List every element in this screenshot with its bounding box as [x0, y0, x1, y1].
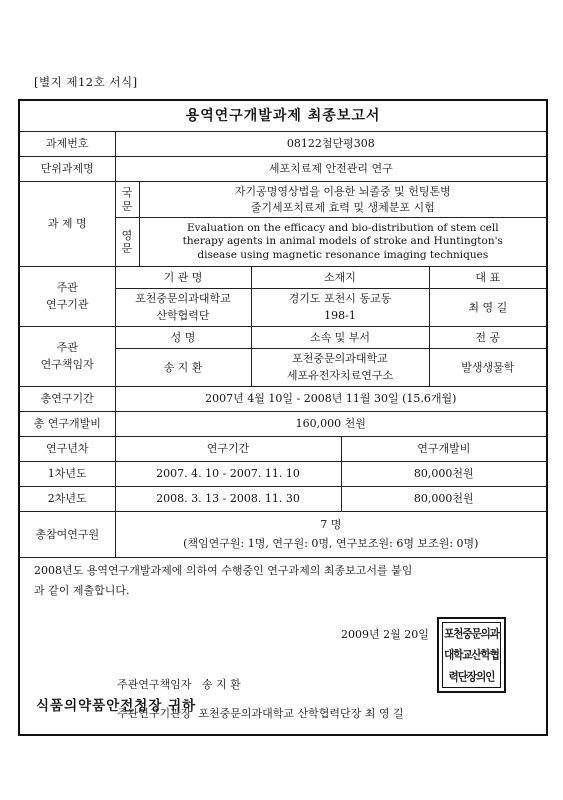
seal-line: 포천중문의과 [444, 627, 499, 641]
participants-total: 7 명 [320, 517, 342, 531]
institution-location [251, 289, 429, 327]
report-title: 용역연구개발과제 최종보고서 [19, 100, 547, 132]
researcher-affiliation [251, 349, 429, 387]
researcher-affiliation-line: 세포유전자치료연구소 [286, 368, 394, 382]
institution-head-signature-line: 주관연구기관장 포천중문의과대학교 산학협력단장 최 영 길 [117, 707, 404, 720]
institution-rep: 최 영 길 [429, 289, 547, 327]
researcher-specialty: 발생생물학 [429, 349, 547, 387]
english-title-line: therapy agents in animal models of stroke and Huntington's [182, 235, 503, 248]
yearly-period-header: 연구기간 [115, 437, 341, 462]
form-label: [별지 제12호 서식] [34, 75, 138, 89]
lead-researcher-label-line: 연구책임자 [40, 357, 94, 371]
institution-rep-header: 대 표 [429, 267, 547, 289]
project-number-label: 과제번호 [19, 132, 115, 157]
korean-title-line: 자기공명영상법을 이용한 뇌졸중 및 헌팅톤병 [234, 184, 451, 198]
lead-researcher-label [19, 327, 115, 387]
submission-date: 2009년 2월 20일 [341, 628, 429, 641]
statement-line: 2008년도 용역연구개발과제에 의하여 수행중인 연구과제의 최종보고서를 붙임 [34, 564, 413, 577]
lead-institution-label [19, 267, 115, 327]
total-period-value: 2007년 4월 10일 - 2008년 11월 30일 (15.6개월) [115, 387, 547, 412]
institution-name-header: 기 관 명 [115, 267, 251, 289]
researcher-specialty-header: 전 공 [429, 327, 547, 349]
korean-title [139, 182, 547, 218]
english-title-label: 영문 [115, 218, 139, 267]
yearly-period: 2007. 4. 10 - 2007. 11. 10 [115, 462, 341, 487]
institution-location-header: 소재지 [251, 267, 429, 289]
seal-line: 대학교산학협 [444, 648, 499, 663]
english-title-line: Evaluation on the efficacy and bio-distribution of stem cell [186, 222, 499, 235]
korean-title-line: 줄기세포치료제 효력 및 생체분포 시험 [250, 200, 435, 214]
participants-label: 총참여연구원 [19, 512, 115, 558]
participants-value [115, 512, 547, 558]
institution-location-line: 198-1 [324, 308, 356, 322]
english-title [139, 218, 547, 267]
lead-institution-label-line: 연구기관 [45, 297, 89, 311]
table-row [19, 462, 547, 487]
lead-institution-label-line: 주관 [56, 281, 78, 294]
researcher-name: 송 지 환 [115, 349, 251, 387]
table-row [19, 487, 547, 512]
project-title-label: 과 제 명 [19, 182, 115, 267]
total-budget-label: 총 연구개발비 [19, 412, 115, 437]
yearly-year-header: 연구년차 [19, 437, 115, 462]
yearly-year: 2차년도 [19, 487, 115, 512]
yearly-budget: 80,000천원 [341, 487, 547, 512]
researcher-affiliation-header: 소속 및 부서 [251, 327, 429, 349]
project-number-value: 08122첨단평308 [115, 132, 547, 157]
korean-title-label: 국문 [115, 182, 139, 218]
yearly-year: 1차년도 [19, 462, 115, 487]
yearly-budget-header: 연구개발비 [341, 437, 547, 462]
unit-project-name-value: 세포치료제 안전관리 연구 [115, 157, 547, 182]
unit-project-name-label: 단위과제명 [19, 157, 115, 182]
participants-detail: (책임연구원: 1명, 연구원: 0명, 연구보조원: 6명 보조원: 0명) [183, 536, 479, 550]
researcher-name-header: 성 명 [115, 327, 251, 349]
yearly-budget: 80,000천원 [341, 462, 547, 487]
official-seal [437, 617, 506, 693]
lead-researcher-label-line: 주관 [56, 341, 78, 354]
statement-line: 과 같이 제출합니다. [34, 584, 130, 597]
institution-name-line: 포천중문의과대학교 [135, 292, 231, 305]
institution-location-line: 경기도 포천시 동교동 [288, 292, 392, 305]
yearly-period: 2008. 3. 13 - 2008. 11. 30 [115, 487, 341, 512]
total-period-label: 총연구기간 [19, 387, 115, 412]
institution-name [115, 289, 251, 327]
english-title-line: disease using magnetic resonance imaging techniques [197, 248, 489, 261]
researcher-affiliation-line: 포천중문의과대학교 [292, 352, 388, 365]
lead-researcher-signature-line: 주관연구책임자 송 지 환 [117, 678, 241, 691]
seal-line: 력단장의인 [448, 670, 495, 684]
institution-name-line: 산학협력단 [156, 308, 210, 322]
total-budget-value: 160,000 천원 [115, 412, 547, 437]
addressee: 식품의약품안전청장 귀하 [36, 698, 197, 714]
